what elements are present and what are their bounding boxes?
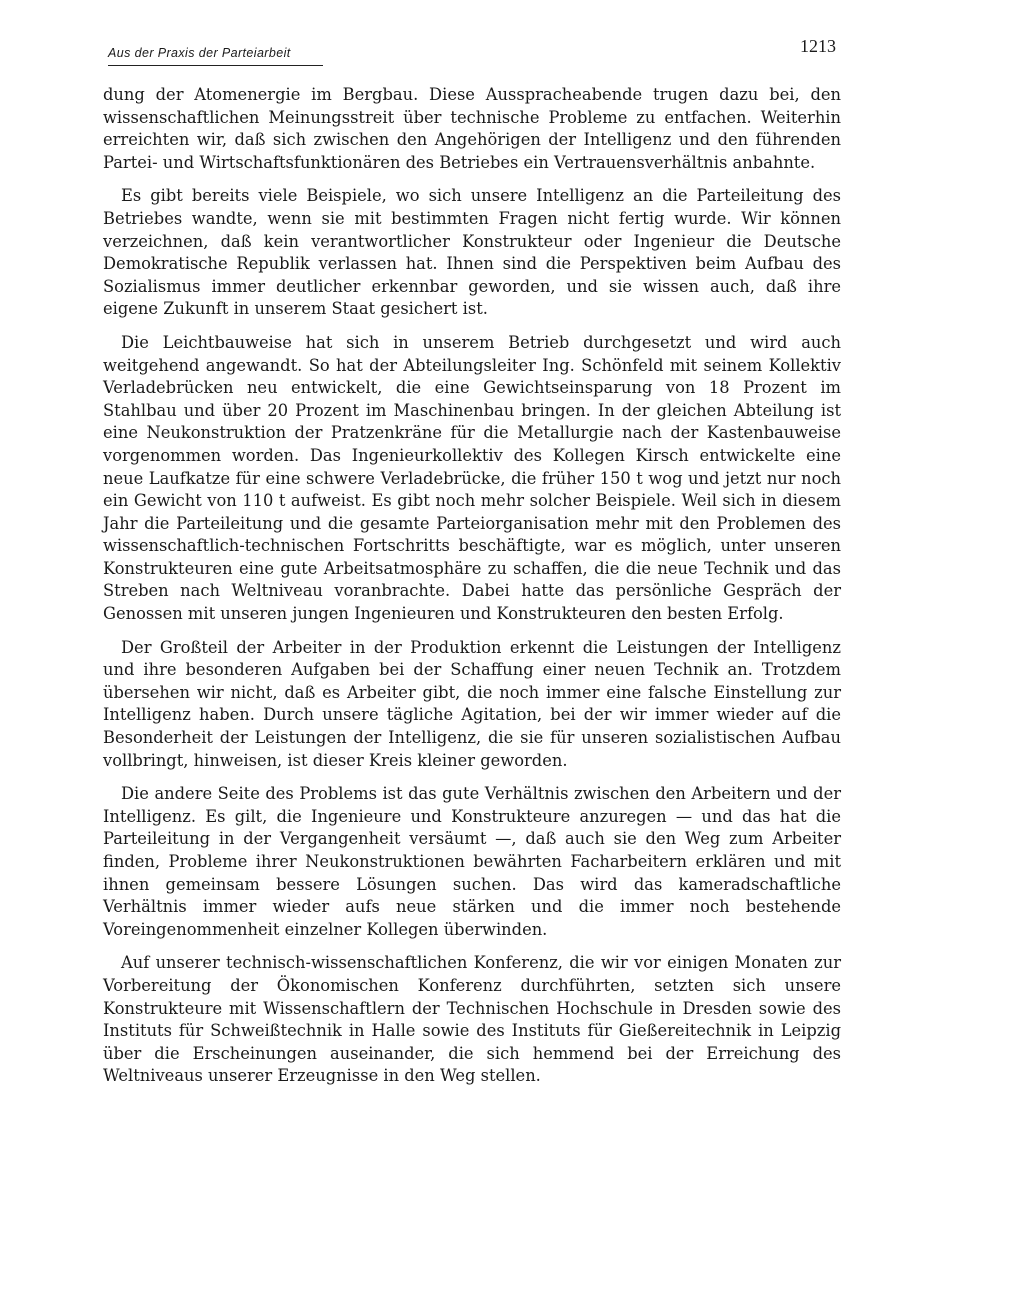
paragraph-6: Auf unserer technisch-wissenschaftlichen Konferenz, die wir vor einigen Monaten zur Vorbereitung der Ökonomischen Konferenz durchführten, setzten sich unsere Konstrukteure mit Wissenschaftlern der Technischen Hochschule in Dresden sowie des Instituts für Schweißtechnik in Halle sowie des Instituts für Gießereitechnik in Leipzig über die Erscheinungen auseinander, die sich hemmend bei der Erreichung des Weltniveaus unserer Erzeugnisse in den Weg stellen.: [103, 953, 841, 1086]
paragraph-4: Der Großteil der Arbeiter in der Produktion erkennt die Leistungen der Intelligenz und ihre besonderen Aufgaben bei der Schaffung einer neuen Technik an. Trotzdem übersehen wir nicht, daß es Arbeiter gibt, die noch immer eine falsche Einstellung zur Intelligenz haben. Durch unsere tägliche Agitation, bei der wir immer wieder auf die Besonderheit der Leistungen der Intelligenz, die sie für unseren sozialistischen Aufbau vollbringt, hinweisen, ist dieser Kreis kleiner geworden.: [103, 637, 841, 770]
running-header: [108, 34, 836, 66]
running-title: Aus der Praxis der Parteiarbeit: [108, 46, 291, 60]
paragraph-3: Die Leichtbauweise hat sich in unserem Betrieb durchgesetzt und wird auch weitgehend angewandt. So hat der Abteilungsleiter Ing. Schönfeld mit seinem Kollektiv Verladebrücken neu entwickelt, die eine Gewichtseinsparung von 18 Prozent im Stahlbau und über 20 Prozent im Maschinenbau bringen. In der gleichen Abteilung ist eine Neukonstruktion der Pratzenkräne für die Metallurgie nach der Kastenbauweise vorgenommen worden. Das Ingenieurkollektiv des Kollegen Kirsch entwickelte eine neue Laufkatze für eine schwere Verladebrücke, die früher 150 t wog und jetzt nur noch ein Gewicht von 110 t aufweist. Es gibt noch mehr solcher Beispiele. Weil sich in diesem Jahr die Parteileitung und die gesamte Parteiorganisation mehr mit den Problemen des wissenschaftlich-technischen Fortschritts beschäftigte, war es möglich, unter unseren Konstrukteuren eine gute Arbeitsatmosphäre zu schaffen, die die neue Technik und das Streben nach Weltniveau voranbrachte. Dabei hatte das persönliche Gespräch der Genossen mit unseren jungen Ingenieuren und Konstrukteuren den besten Erfolg.: [103, 332, 841, 624]
body-text: [103, 84, 841, 1099]
header-rule: [108, 65, 323, 66]
paragraph-5: Die andere Seite des Problems ist das gute Verhältnis zwischen den Arbeitern und der Intelligenz. Es gilt, die Ingenieure und Konstrukteure anzuregen — und das hat die Parteileitung in der Vergangenheit versäumt —, daß auch sie den Weg zum Arbeiter finden, Probleme ihrer Neukonstruktionen bewährten Facharbeitern erklären und mit ihnen gemeinsam bessere Lösungen suchen. Das wird das kameradschaftliche Verhältnis immer wieder aufs neue stärken und die immer noch bestehende Voreingenommenheit einzelner Kollegen überwinden.: [103, 784, 841, 939]
paragraph-1: dung der Atomenergie im Bergbau. Diese Ausspracheabende trugen dazu bei, den wissenschaftlichen Meinungsstreit über technische Probleme zu entfachen. Weiterhin erreichten wir, daß sich zwischen den Angehörigen der Intelligenz und den führenden Partei- und Wirtschaftsfunktionären des Betriebes ein Vertrauensverhältnis anbahnte.: [103, 85, 841, 172]
paragraph-2: Es gibt bereits viele Beispiele, wo sich unsere Intelligenz an die Parteileitung des Betriebes wandte, wenn sie mit bestimmten Fragen nicht fertig wurde. Wir können verzeichnen, daß kein verantwortlicher Konstrukteur oder Ingenieur die Deutsche Demokratische Republik verlassen hat. Ihnen sind die Perspektiven beim Aufbau des Sozialismus immer deutlicher erkennbar geworden, und sie wissen auch, daß ihre eigene Zukunft in unserem Staat gesichert ist.: [103, 186, 841, 319]
page-number: 1213: [800, 36, 836, 56]
